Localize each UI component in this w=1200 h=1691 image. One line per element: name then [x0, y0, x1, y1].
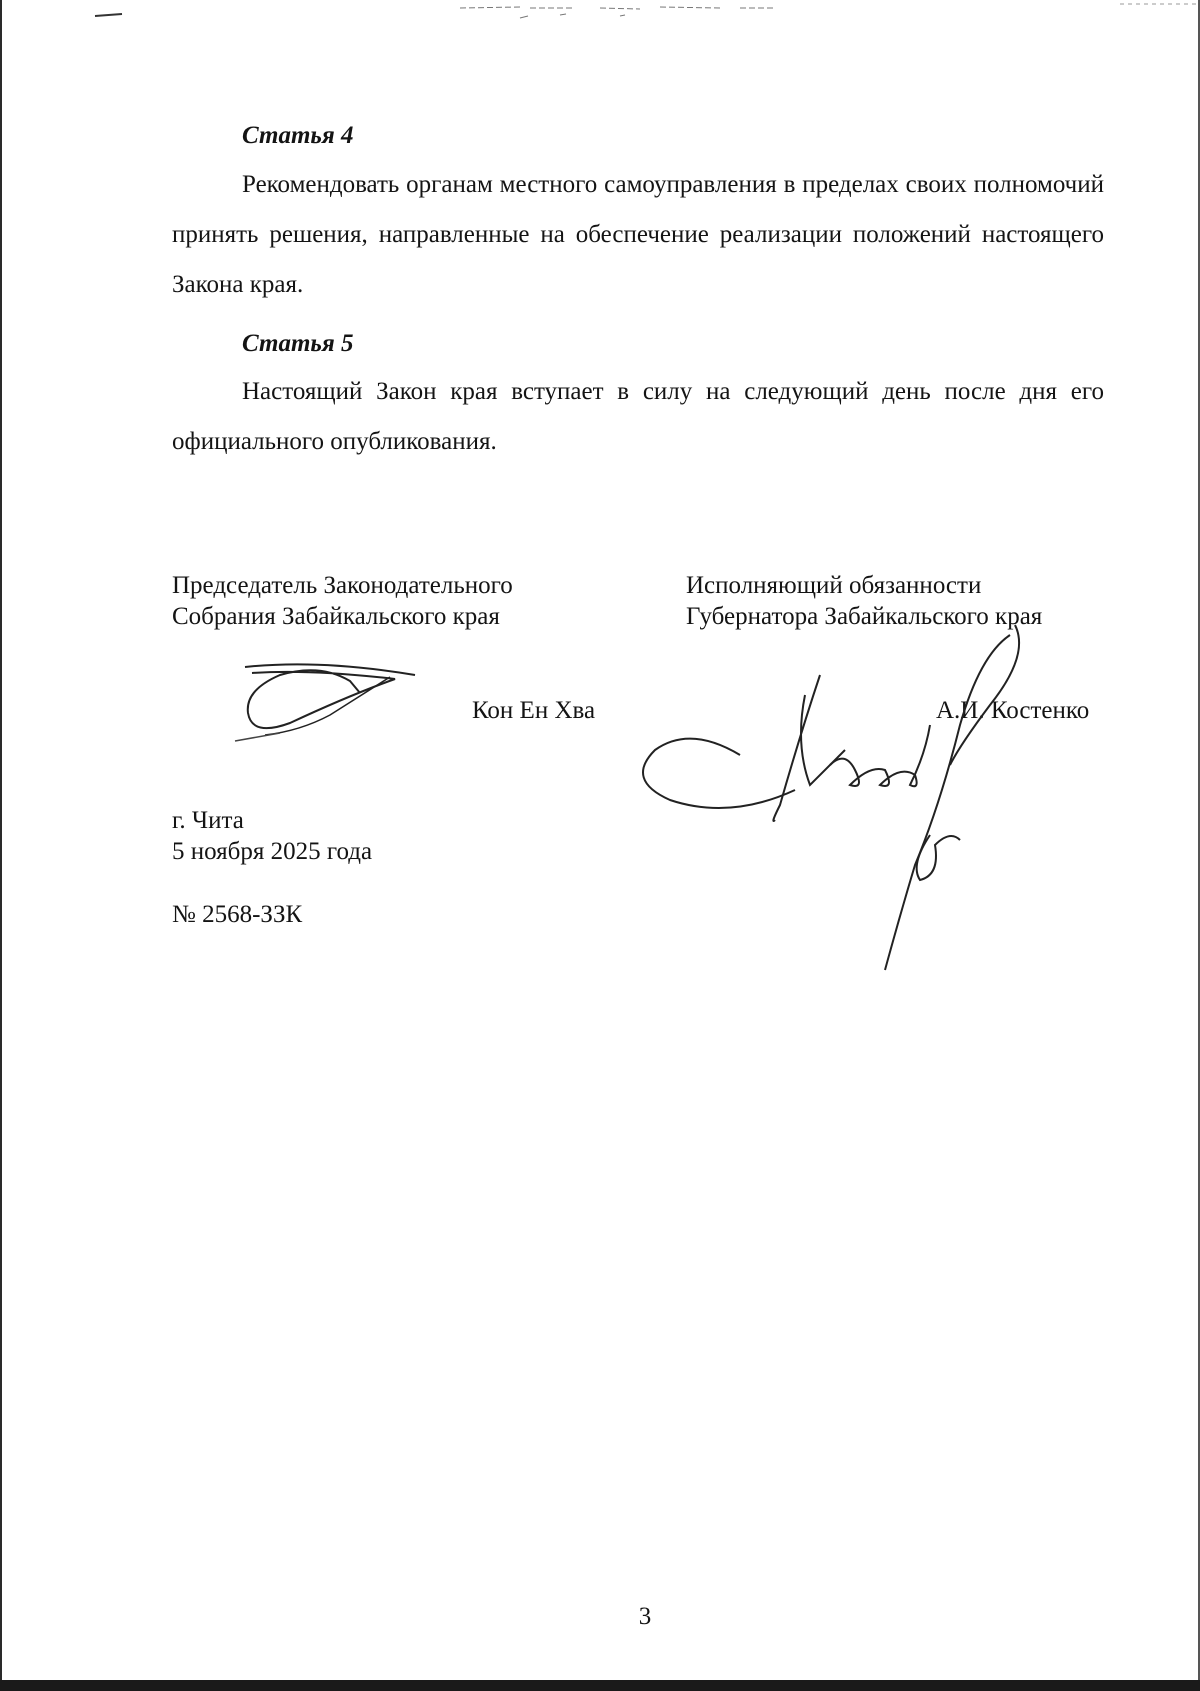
place: г. Чита [172, 807, 244, 834]
article-5-heading: Статья 5 [242, 330, 354, 357]
date: 5 ноября 2025 года [172, 838, 373, 865]
right-signature [630, 615, 1030, 975]
left-signatory-title-line1: Председатель Законодательного [172, 572, 513, 599]
article-4-text: Рекомендовать органам местного самоуправления в пределах своих полномочий принять решения, направленные на обеспечение реализации положений настоящего Закона края. [172, 171, 1104, 298]
right-signatory-name: А.И. Костенко [936, 697, 1090, 724]
left-signature [230, 655, 430, 755]
article-4-heading: Статья 4 [242, 122, 354, 149]
left-signatory-name: Кон Ен Хва [472, 697, 596, 724]
right-signatory-title-line2: Губернатора Забайкальского края [686, 603, 1043, 630]
scan-edge-bottom [0, 1680, 1200, 1691]
right-signatory-title-line1: Исполняющий обязанности [686, 572, 982, 599]
scan-top-artifacts [0, 0, 1200, 30]
document-number: № 2568-ЗЗК [172, 901, 303, 928]
article-5-text: Настоящий Закон края вступает в силу на следующий день после дня его официального опубликования. [172, 378, 1104, 455]
scan-edge-left [0, 0, 2, 1691]
page-number: 3 [638, 1603, 652, 1630]
left-signatory-title-line2: Собрания Забайкальского края [172, 603, 500, 630]
